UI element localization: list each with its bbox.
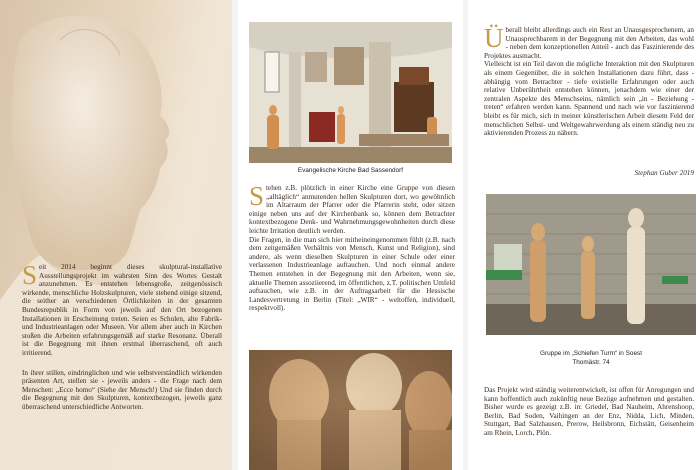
tower-photo-caption	[486, 349, 696, 367]
panel2-dropcap: S	[249, 181, 265, 211]
church-interior-photo	[249, 22, 452, 163]
panel1-paragraph-2: In ihrer stillen, eindringlichen und wie selbstverständlich wirkenden präsenten Art, stellen sie - jeweils anders - die Frage nach dem Menschen: „Ecce homo“ (Siehe der Mensch!) Und sie finden durch die Begegnung mit den Skulpturen, kontextbezogen, jeweils ganz überraschend unterschiedliche Antworten.	[22, 368, 222, 411]
panel1-dropcap: S	[22, 260, 38, 290]
panel3-paragraph-2: Vielleicht ist ein Teil davon die mögliche Interaktion mit den Skulpturen als einem Gegenüber, die in solchen Installationen dazu führt, dass - abhängig vom Betrachter - tiefe existielle Erfahrungen oder auch relative Unberührtheit entstehen können, jenachdem wie einer der zentralen Aspekte des Menschseins, nämlich sein „in - Beziehung - treten“ erfahren werden kann. Spannend und nach wie vor faszinierend bleibt es für mich, sich in meiner künstlerischen Arbeit diesem Feld der menschlichen Selbst- und Weltgewahrwerdung als einem ständig neu zu aktivierenden Prozess zu nähern.	[484, 60, 694, 138]
panel1-paragraph-1: eit 2014 beginnt dieses skulptural-installative Ausstellungsprojekt im wahrsten Sinn des Wortes Gestalt anzunehmen. Es entstehen lebensgroße, zeitgenössisch wirkende, menschliche Holzskulpturen, viele stehend einige sitzend, die seither an verschiedenen Örtlichkeiten in der gesamten Bundesrepublik in Form von jeweils auf den Ort bezogenen Installationen in Erscheinung treten. Seien es Schulen, alte Fabrik- und Industrieanlagen oder Museen. Vor allem aber auch in Kirchen stoßen die Arbeiten erfahrungsgemäß auf starke Resonanz. Überall ist die Begegnung mit ihnen erstmal überraschend, oft auch irritierend.	[22, 263, 222, 357]
panel1-text-block	[22, 260, 222, 412]
panel2-text-block	[249, 181, 455, 313]
panel3-text-block-2	[484, 386, 694, 438]
middle-panel	[238, 0, 463, 470]
panel3-paragraph-3: Das Projekt wird ständig weiterentwickelt, ist offen für Anregungen und kann hoffentlich auch zukünftig neue Bezüge aufnehmen und gestalten. Bisher wurde es gezeigt z.B. in: Griedel, Bad Nauheim, Ahrenshoop, Berlin, Bad Soden, Vaihingen an der Enz, Nidda, Lich, Minden, Stuttgart, Bad Salzhausen, Prerow, Heilsbronn, Eichstätt, Geisenheim am Rhein, Lorch, Plön.	[484, 386, 694, 437]
tower-caption-line-2: Thomästr. 74	[572, 359, 610, 366]
author-signature: Stephan Guber 2019	[634, 169, 694, 177]
tower-caption-line-1: Gruppe im „Schiefen Turm“ in Soest	[540, 350, 642, 357]
church-photo-caption: Evangelische Kirche Bad Sassendorf	[297, 167, 404, 174]
right-panel	[468, 0, 700, 470]
panel2-paragraph-2: Die Fragen, in die man sich hier mitheineingenommen fühlt (z.B. nach dem zeitgemäßen Verhältnis von Mensch, Kunst und Religion), sind andere, als wenn dieselben Skulpturen in einer Schule oder einer verlassenen Industrieanlage auftauchen. Und noch einmal andere Themen entstehen in der Begegnung mit den Arbeiten, wenn sie, aktuelle Themen assoziierend, im öffentlichen, z.T. politischen Umfeld auftauchen, wie z.B. in der Auftragsarbeit für die Hessische Landesvertretung in Berlin (Titel: „WIR“ - weltoffen, individuell, respektvoll).	[249, 235, 455, 313]
sculpture-faces-photo	[249, 350, 452, 470]
tower-installation-photo	[486, 194, 696, 335]
left-panel	[0, 0, 232, 470]
panel3-paragraph-1: berall bleibt allerdings auch ein Rest an Unausgesprochenem, an Unausprechbarem in der Begegnung mit den Arbeiten, das wohl - neben dem konzeptionellen Anteil - auch das Faszinierende des Projektes ausmacht.	[484, 26, 694, 60]
panel3-text-block	[484, 23, 694, 138]
panel3-dropcap: Ü	[484, 23, 504, 53]
panel2-paragraph-1: tehen z.B. plötzlich in einer Kirche eine Gruppe von diesen „alltäglich“ anmutenden hellen Skulpturen dort, wo gewöhnlich im Altarraum der Pfarrer oder die Pfarrerin steht, oder sitzen einige neben uns auf der Kirchenbank so, können dem Betrachter kontextbezogene Denk- und Wahrnehmungsgewohnheiten durch diese leichte Irritation deutlich werden.	[249, 184, 455, 235]
